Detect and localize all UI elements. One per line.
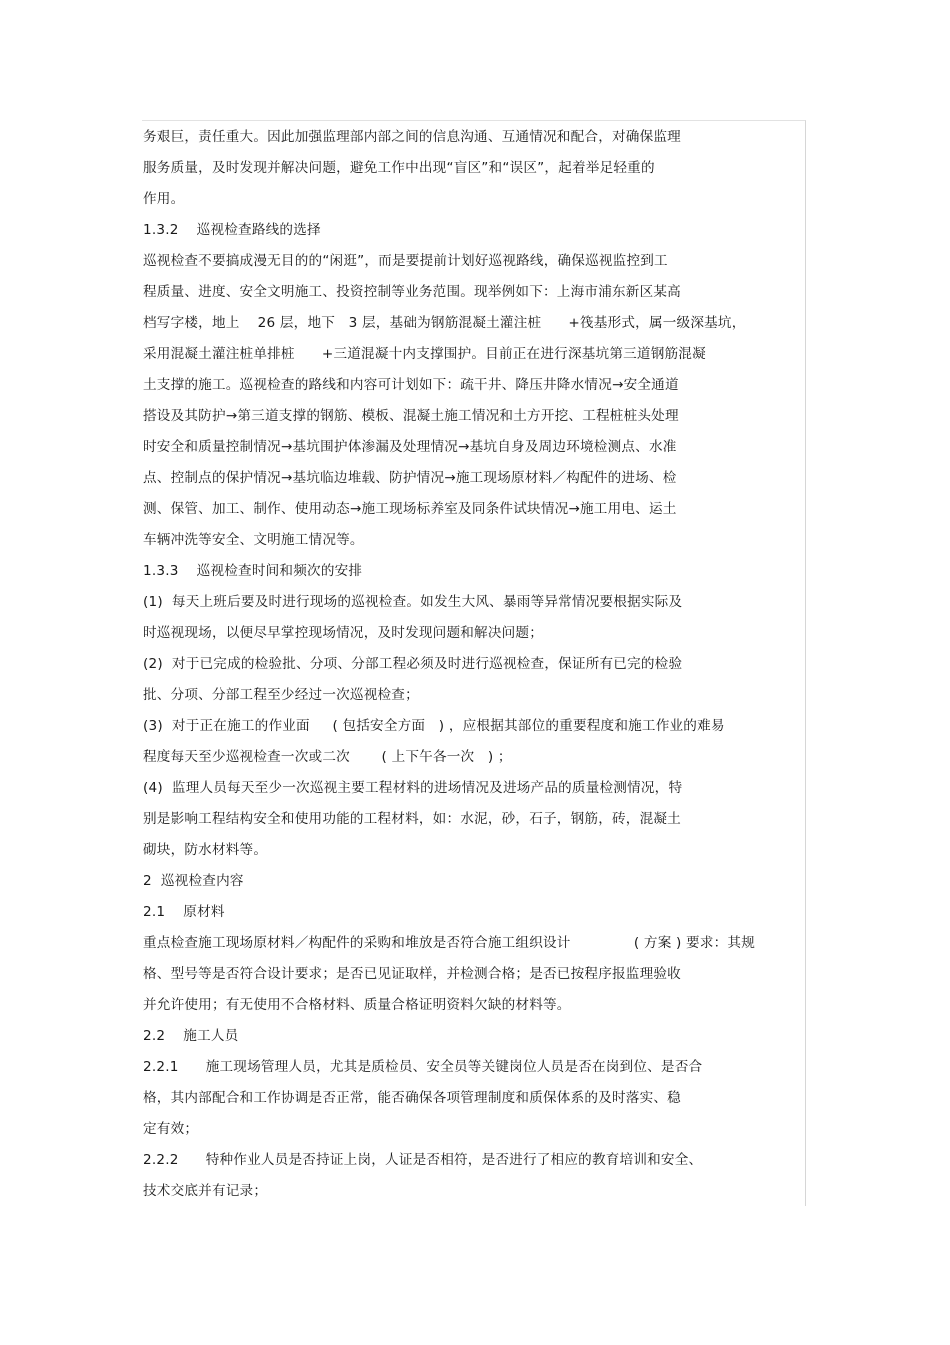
paragraph-line: 点、控制点的保护情况→基坑临边堆载、防护情况→施工现场原材料／构配件的进场、检 xyxy=(143,470,677,486)
paragraph-line: 搭设及其防护→第三道支撑的钢筋、模板、混凝土施工情况和土方开挖、工程桩桩头处理 xyxy=(143,408,679,424)
paragraph-line: 时安全和质量控制情况→基坑围护体渗漏及处理情况→基坑自身及周边环境检测点、水准 xyxy=(143,439,677,455)
list-item-line: (1) 每天上班后要及时进行现场的巡视检查。如发生大风、暴雨等异常情况要根据实际及 xyxy=(143,594,683,610)
section-heading: 2 巡视检查内容 xyxy=(143,873,244,889)
paragraph-line: 土支撑的施工。巡视检查的路线和内容可计划如下：疏干井、降压井降水情况→安全通道 xyxy=(143,377,679,393)
paragraph-line: 技术交底并有记录； xyxy=(143,1183,268,1199)
paragraph-line: 测、保管、加工、制作、使用动态→施工现场标养室及同条件试块情况→施工用电、运土 xyxy=(143,501,677,517)
list-item-line: 程度每天至少巡视检查一次或二次 ( 上下午各一次 ) ； xyxy=(143,749,512,765)
document-body xyxy=(143,124,803,1209)
paragraph-line: 格、型号等是否符合设计要求；是否已见证取样，并检测合格；是否已按程序报监理验收 xyxy=(143,966,681,982)
paragraph-line: 2.2.1 施工现场管理人员，尤其是质检员、安全员等关键岗位人员是否在岗到位、是否合 xyxy=(143,1059,703,1075)
list-item-line: 批、分项、分部工程至少经过一次巡视检查； xyxy=(143,687,419,703)
paragraph-line: 作用。 xyxy=(143,191,185,207)
list-item-line: (4) 监理人员每天至少一次巡视主要工程材料的进场情况及进场产品的质量检测情况，特 xyxy=(143,780,683,796)
paragraph-line: 2.2.2 特种作业人员是否持证上岗，人证是否相符，是否进行了相应的教育培训和安全、 xyxy=(143,1152,703,1168)
paragraph-line: 采用混凝土灌注桩单排桩 +三道混凝十内支撑围护。目前正在进行深基坑第三道钢筋混凝 xyxy=(143,346,706,362)
paragraph-line: 车辆冲洗等安全、文明施工情况等。 xyxy=(143,532,364,548)
paragraph-line: 巡视检查不要搞成漫无目的的“闲逛”，而是要提前计划好巡视路线，确保巡视监控到工 xyxy=(143,253,668,269)
paragraph-line: 重点检查施工现场原材料／构配件的采购和堆放是否符合施工组织设计 ( 方案 ) 要求：其规 xyxy=(143,935,756,951)
list-item-line: 时巡视现场，以便尽早掌控现场情况，及时发现问题和解决问题； xyxy=(143,625,544,641)
paragraph-line: 档写字楼，地上 26 层，地下 3 层，基础为钢筋混凝土灌注桩 +筏基形式，属一级深基坑， xyxy=(143,315,746,331)
paragraph-line: 定有效； xyxy=(143,1121,199,1137)
section-heading: 1.3.2 巡视检查路线的选择 xyxy=(143,222,321,238)
section-heading: 1.3.3 巡视检查时间和频次的安排 xyxy=(143,563,363,579)
subsection-heading: 2.2 施工人员 xyxy=(143,1028,239,1044)
paragraph-line: 服务质量，及时发现并解决问题，避免工作中出现“盲区”和“误区”，起着举足轻重的 xyxy=(143,160,655,176)
paragraph-line: 务艰巨，责任重大。因此加强监理部内部之间的信息沟通、互通情况和配合，对确保监理 xyxy=(143,129,681,145)
paragraph-line: 程质量、进度、安全文明施工、投资控制等业务范围。现举例如下：上海市浦东新区某高 xyxy=(143,284,681,300)
list-item-line: (3) 对于正在施工的作业面 ( 包括安全方面 ) ，应根据其部位的重要程度和施工作业的难易 xyxy=(143,718,725,734)
list-item-line: 砌块，防水材料等。 xyxy=(143,842,268,858)
list-item-line: 别是影响工程结构安全和使用功能的工程材料，如：水泥，砂，石子，钢筋，砖，混凝土 xyxy=(143,811,681,827)
list-item-line: (2) 对于已完成的检验批、分项、分部工程必须及时进行巡视检查，保证所有已完的检验 xyxy=(143,656,683,672)
paragraph-line: 格，其内部配合和工作协调是否正常，能否确保各项管理制度和质保体系的及时落实、稳 xyxy=(143,1090,681,1106)
paragraph-line: 并允许使用；有无使用不合格材料、质量合格证明资料欠缺的材料等。 xyxy=(143,997,571,1013)
subsection-heading: 2.1 原材料 xyxy=(143,904,225,920)
